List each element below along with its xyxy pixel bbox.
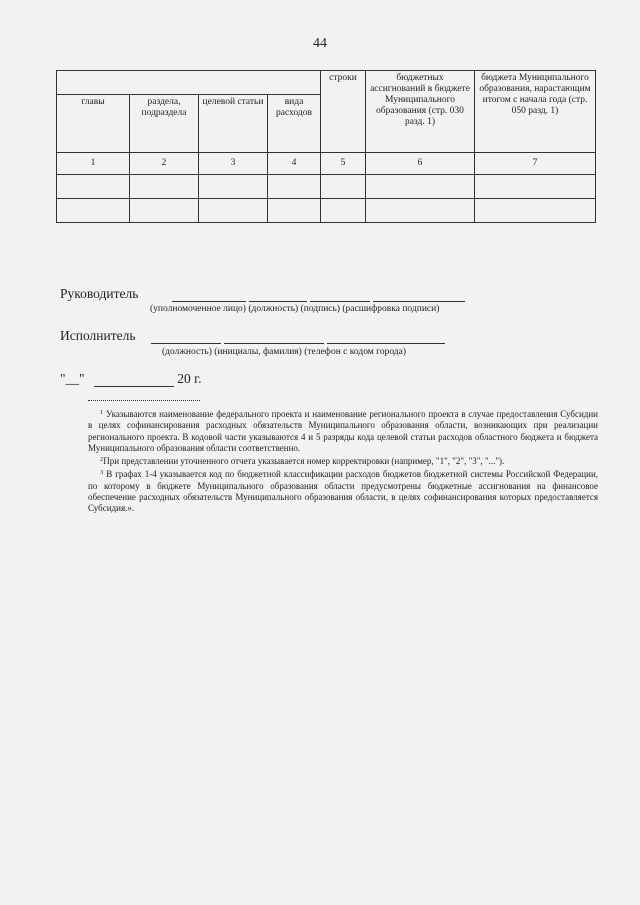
header-cell-allocations: бюджетных ассигнований в бюджете Муниципального образования (стр. 030 разд. 1) (366, 71, 475, 153)
column-number: 2 (130, 153, 199, 175)
column-number: 4 (268, 153, 321, 175)
page-number: 44 (313, 36, 327, 51)
footnote-1: $^1$ Указываются наименование федерального проекта и наименование регионального проекта в случае предоставления Субсидии в целях софинансирования расходных обязательств Муниципального образования области, возникающих при реализации регионального проекта. В кодовой части указываются 4 и 5 разряды кода целевой статьи расходов областного бюджета и бюджета Муниципального образования области соответственно. (88, 409, 598, 453)
column-number: 3 (199, 153, 268, 175)
footnote-separator (88, 400, 200, 401)
date-year: 20 г. (177, 371, 202, 386)
date-day: "__" (60, 371, 85, 386)
column-number: 6 (366, 153, 475, 175)
header-cell-target: целевой статьи (199, 95, 268, 153)
footnote-3: $^3$ В графах 1-4 указывается код по бюджетной классификации расходов бюджетов бюджетной системы Российской Федерации, по которому в бюджете Муниципального образования области предусмотрены бюджетные ассигнования на финансовое обеспечение расходных обязательств Муниципального образования области, в целях софинансирования которых предоставляется Субсидия.». (88, 469, 599, 514)
column-number: 1 (57, 153, 130, 175)
column-number-row (57, 153, 596, 175)
header-cell-cumulative: бюджета Муниципального образования, нарастающим итогом с начала года (стр. 050 разд. 1) (475, 71, 596, 153)
header-cell-row: строки (321, 71, 366, 153)
date-row (60, 371, 202, 387)
footnotes (88, 400, 598, 515)
footnote-2: $^2$При представлении уточненного отчета указывается номер корректировки (например, "1", "2", "3", "..."). (100, 456, 505, 467)
column-number: 5 (321, 153, 366, 175)
executor-label: Исполнитель (60, 328, 136, 343)
executor-signature-caption: (должность) (инициалы, фамилия) (телефон с кодом города) (162, 347, 407, 357)
table-row (57, 199, 596, 223)
header-cell-code-group (57, 71, 321, 95)
header-cell-chapter: главы (57, 95, 130, 153)
column-number: 7 (475, 153, 596, 175)
head-label: Руководитель (60, 286, 139, 301)
head-signature-caption: (уполномоченное лицо) (должность) (подпись) (расшифровка подписи) (150, 304, 440, 314)
table-row (57, 175, 596, 199)
executor-signature-row (60, 328, 445, 344)
head-signature-row (60, 286, 465, 302)
report-table (56, 70, 596, 223)
header-cell-section: раздела, подраздела (130, 95, 199, 153)
header-cell-expense-type: вида расходов (268, 95, 321, 153)
